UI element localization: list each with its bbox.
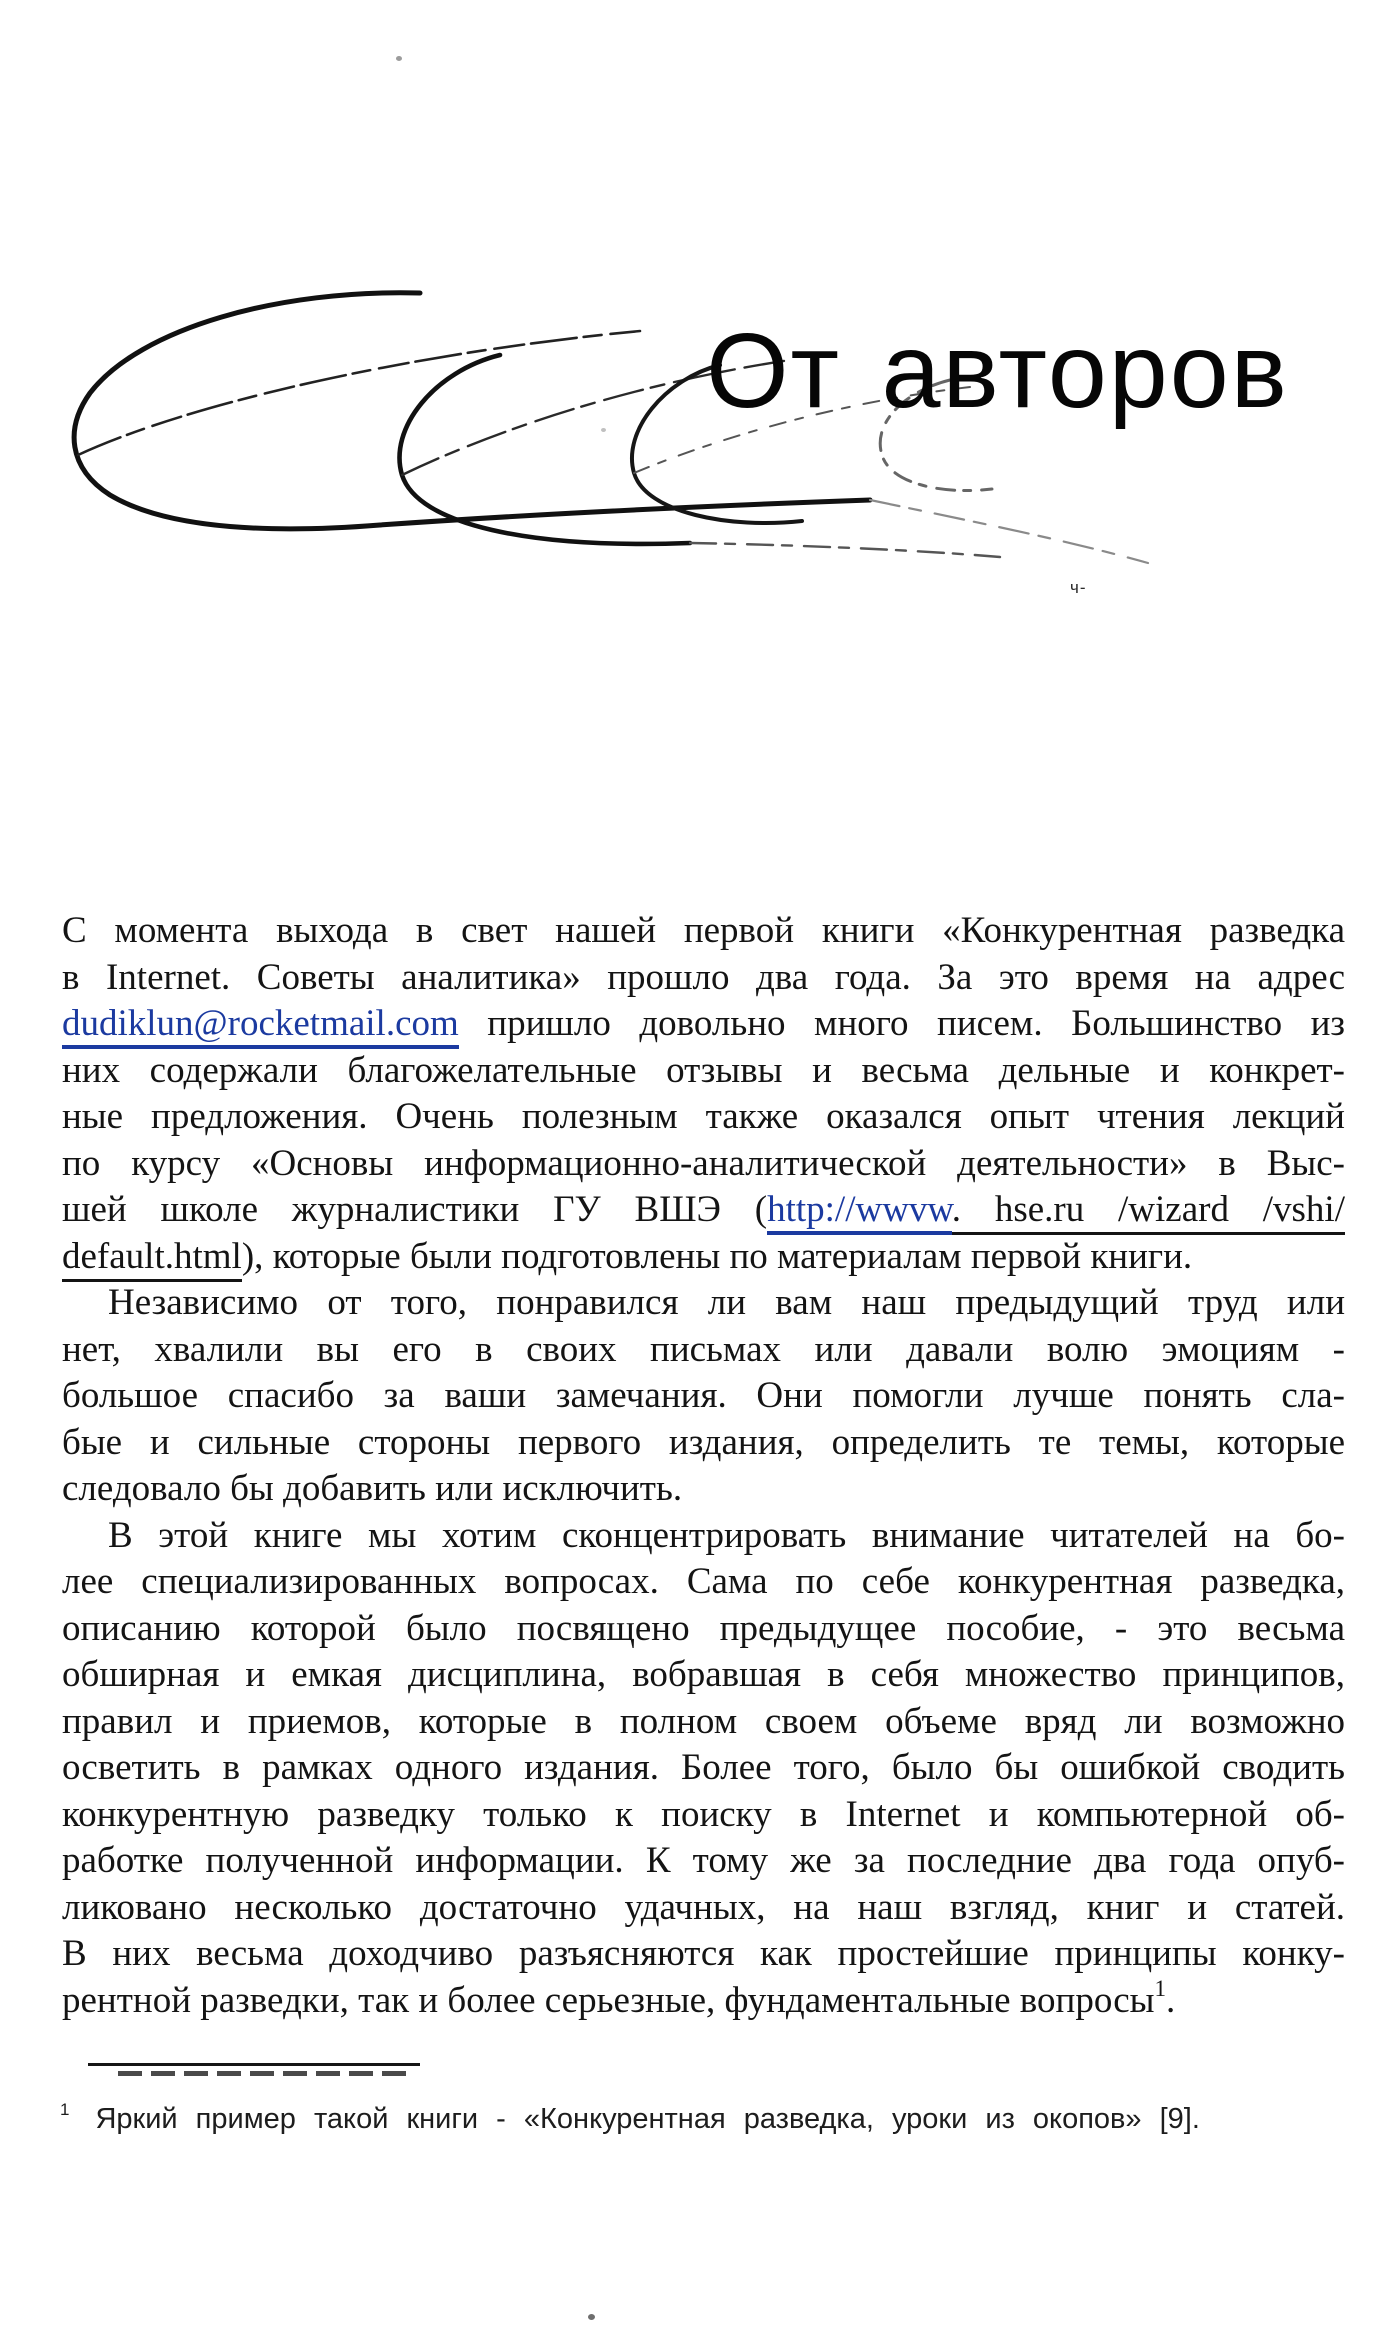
text-segment: шей школе журналистики ГУ ВШЭ ( [62,1189,768,1230]
hse-url-path[interactable]: . hse.ru /wizard /vshi/ [952,1189,1345,1235]
text-segment: большое спасибо за ваши замечания. Они помогли лучше понять сла- [62,1375,1345,1416]
scan-speck-middle [601,428,606,432]
default-html-link[interactable]: default.html [62,1236,242,1282]
text-segment: нет, хвалили вы его в своих письмах или давали волю эмоциям - [62,1328,1345,1370]
text-segment: следовало бы добавить или исключить. [62,1468,683,1509]
text-line [62,1094,1345,1141]
text-line [62,1280,1345,1327]
text-segment: Независимо от того, понравился ли вам наш предыдущий труд или [108,1282,1345,1323]
text-segment: ), которые были подготовлены по материалам первой книги. [241,1235,1193,1277]
text-segment: осветить в рамках одного издания. Более того, было бы ошибкой сводить [62,1747,1345,1788]
text-line [62,1652,1345,1699]
text-line [62,1373,1345,1420]
text-segment: в Internet. Советы аналитика» прошло два года. За это время на адрес [62,956,1345,998]
text-line [62,1234,1345,1281]
text-segment: пришло довольно много писем. Большинство из [458,1003,1345,1044]
text-line [62,1606,1345,1653]
text-line [62,1931,1345,1978]
swirl-tail-long [870,500,1148,563]
text-segment: обширная и емкая дисциплина, вобравшая в себя множество принципов, [62,1654,1345,1695]
text-line [62,1699,1345,1746]
text-segment: ные предложения. Очень полезным также оказался опыт чтения лекций [62,1096,1345,1137]
email-link[interactable]: dudiklun@rocketmail.com [62,1003,459,1049]
footnote-divider [88,2063,420,2066]
footnote [60,2090,1330,2139]
swirl-tail-2 [690,543,1000,557]
scan-speck-top [396,56,402,61]
text-segment: правил и приемов, которые в полном своем объеме вряд ли возможно [62,1700,1345,1742]
text-segment: В этой книге мы хотим сконцентрировать внимание читателей на бо- [108,1514,1345,1556]
text-line [62,1466,1345,1513]
footnote-text: Яркий пример такой книги - «Конкурентная разведка, уроки из окопов» [9]. [95,2103,1200,2135]
text-line [62,1001,1345,1048]
text-line [62,1048,1345,1095]
text-line [62,1327,1345,1374]
scan-speck-bottom [588,2314,595,2320]
text-block [62,908,1345,2024]
text-segment: конкурентную разведку только к поиску в Internet и компьютерной об- [62,1793,1345,1835]
text-segment: лее специализированных вопросах. Сама по себе конкурентная разведка, [62,1561,1345,1602]
text-line [62,908,1345,955]
text-line [62,1513,1345,1560]
footnote-marker: 1 [60,2100,70,2119]
text-line [62,1792,1345,1839]
text-line [62,955,1345,1002]
text-segment: . [1166,1979,1176,2021]
hse-url-link[interactable]: http://wwvw [767,1189,952,1235]
footnote-ref-1: 1 [1154,1975,1167,2001]
text-line [62,1745,1345,1792]
text-segment: В них весьма доходчиво разъясняются как простейшие принципы конку- [62,1933,1345,1974]
text-line [62,1975,1345,2025]
text-segment: рентной разведки, так и более серьезные, фундаментальные вопросы [62,1979,1155,2021]
text-segment: по курсу «Основы информационно-аналитической деятельности» в Выс- [62,1142,1345,1184]
footnote-divider-smudge [118,2071,414,2076]
text-line [62,1187,1345,1234]
text-segment: ликовано несколько достаточно удачных, на наш взгляд, книг и статей. [62,1886,1345,1928]
text-line [62,1838,1345,1885]
text-line [62,1420,1345,1467]
text-segment: С момента выхода в свет нашей первой книги «Конкурентная разведка [62,910,1345,951]
text-line [62,1559,1345,1606]
text-segment: описанию которой было посвящено предыдущее пособие, - это весьма [62,1607,1345,1649]
text-line [62,1141,1345,1188]
text-segment: бые и сильные стороны первого издания, определить те темы, которые [62,1421,1345,1463]
text-segment: них содержали благожелательные отзывы и весьма дельные и конкрет- [62,1049,1345,1091]
text-line [62,1885,1345,1932]
text-segment: работке полученной информации. К тому же за последние два года опуб- [62,1840,1345,1881]
scan-mark-right: ч- [1070,578,1087,597]
swirl-diagonal-1 [78,331,640,455]
chapter-title: От авторов [706,312,1289,430]
